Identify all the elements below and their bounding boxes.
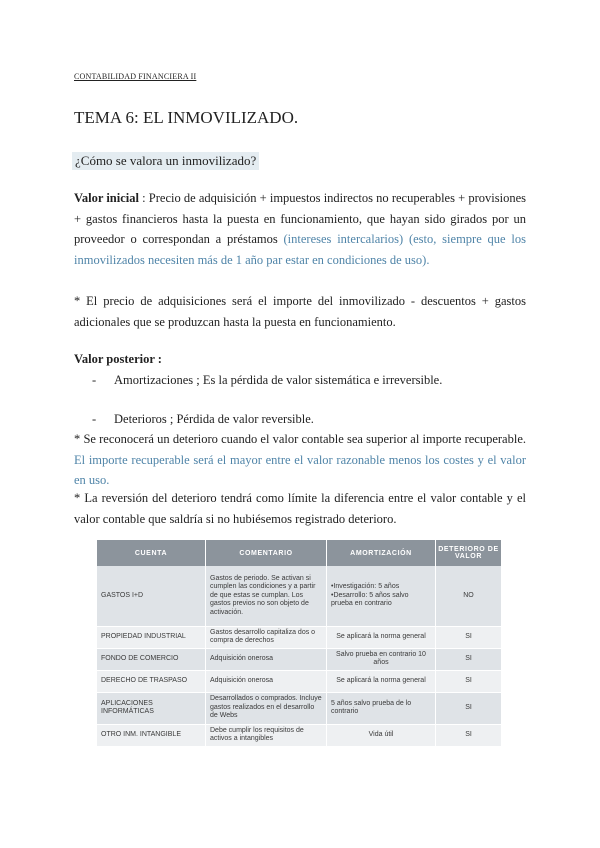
- nota-deterioro-highlight: El importe recuperable será el mayor entre el valor razonable menos los costes y el valor en uso.: [74, 452, 526, 487]
- cell-comentario: Gastos de periodo. Se activan si cumplen las condiciones y a partir de que estas se cumplan. Los gastos previos no son objeto de activación.: [206, 566, 327, 626]
- bullet-amortizaciones: - Amortizaciones ; Es la pérdida de valor sistemática e irreversible.: [92, 373, 443, 387]
- section-question: ¿Cómo se valora un inmovilizado?: [72, 152, 259, 170]
- header-comentario: COMENTARIO: [206, 540, 327, 566]
- valor-inicial-label: Valor inicial: [74, 191, 139, 205]
- bullet-text: Amortizaciones ; Es la pérdida de valor sistemática e irreversible.: [114, 373, 443, 387]
- nota-deterioro-text: * Se reconocerá un deterioro cuando el valor contable sea superior al importe recuperable.: [74, 432, 526, 446]
- cell-amortizacion: Se aplicará la norma general: [327, 626, 436, 648]
- table-row: [97, 648, 502, 670]
- inmovilizado-table: [97, 540, 502, 747]
- cell-cuenta: APLICACIONES INFORMÁTICAS: [97, 692, 206, 724]
- cell-amortizacion: •Investigación: 5 años •Desarrollo: 5 años salvo prueba en contrario: [327, 566, 436, 626]
- valor-posterior-heading: [74, 349, 526, 370]
- table-row: [97, 670, 502, 692]
- cell-amortizacion: 5 años salvo prueba de lo contrario: [327, 692, 436, 724]
- header-cuenta: CUENTA: [97, 540, 206, 566]
- bullet-text: Deterioros ; Pérdida de valor reversible.: [114, 412, 314, 426]
- cell-cuenta: DERECHO DE TRASPASO: [97, 670, 206, 692]
- page-title: TEMA 6: EL INMOVILIZADO.: [74, 108, 299, 127]
- document-header: CONTABILIDAD FINANCIERA II: [74, 72, 197, 81]
- table-row: [97, 626, 502, 648]
- cell-cuenta: OTRO INM. INTANGIBLE: [97, 724, 206, 746]
- valor-posterior-label: Valor posterior :: [74, 352, 162, 366]
- nota-deterioro-paragraph: [74, 429, 526, 491]
- cell-comentario: Adquisición onerosa: [206, 648, 327, 670]
- header-deterioro: DETERIORO DE VALOR: [436, 540, 502, 566]
- cell-deterioro: SI: [436, 626, 502, 648]
- cell-amortizacion: Vida útil: [327, 724, 436, 746]
- cell-comentario: Adquisición onerosa: [206, 670, 327, 692]
- table-row: [97, 692, 502, 724]
- valor-inicial-highlight: (intereses intercalarios) (esto, siempre que los inmovilizados necesiten más de 1 año par estar en condiciones de uso).: [74, 232, 526, 267]
- table-row: [97, 724, 502, 746]
- cell-comentario: Desarrollados o comprados. Incluye gastos realizados en el desarrollo de Webs: [206, 692, 327, 724]
- cell-comentario: Debe cumplir los requisitos de activos a intangibles: [206, 724, 327, 746]
- cell-deterioro: SI: [436, 692, 502, 724]
- header-amortizacion: AMORTIZACIÓN: [327, 540, 436, 566]
- nota-reversion-paragraph: * La reversión del deterioro tendrá como límite la diferencia entre el valor contable y el valor contable que saldría si no hubiésemos registrado deterioro.: [74, 491, 526, 526]
- valor-inicial-paragraph: [74, 188, 526, 270]
- cell-amortizacion: Salvo prueba en contrario 10 años: [327, 648, 436, 670]
- bullet-deterioros: - Deterioros ; Pérdida de valor reversible.: [92, 412, 314, 426]
- valor-inicial-text: : Precio de adquisición + impuestos indirectos no recuperables + provisiones + gastos financieros hasta la puesta en funcionamiento, que hayan sido girados por un proveedor o correspondan a préstamos: [74, 191, 526, 246]
- cell-amortizacion: Se aplicará la norma general: [327, 670, 436, 692]
- cell-comentario: Gastos desarrollo capitaliza dos o compra de derechos: [206, 626, 327, 648]
- cell-deterioro: NO: [436, 566, 502, 626]
- table-row: [97, 566, 502, 626]
- cell-deterioro: SI: [436, 724, 502, 746]
- cell-cuenta: GASTOS I+D: [97, 566, 206, 626]
- cell-deterioro: SI: [436, 648, 502, 670]
- nota-precio-paragraph: * El precio de adquisiciones será el importe del inmovilizado - descuentos + gastos adicionales que se produzcan hasta la puesta en funcionamiento.: [74, 294, 526, 329]
- table-header-row: [97, 540, 502, 566]
- cell-deterioro: SI: [436, 670, 502, 692]
- cell-cuenta: FONDO DE COMERCIO: [97, 648, 206, 670]
- cell-cuenta: PROPIEDAD INDUSTRIAL: [97, 626, 206, 648]
